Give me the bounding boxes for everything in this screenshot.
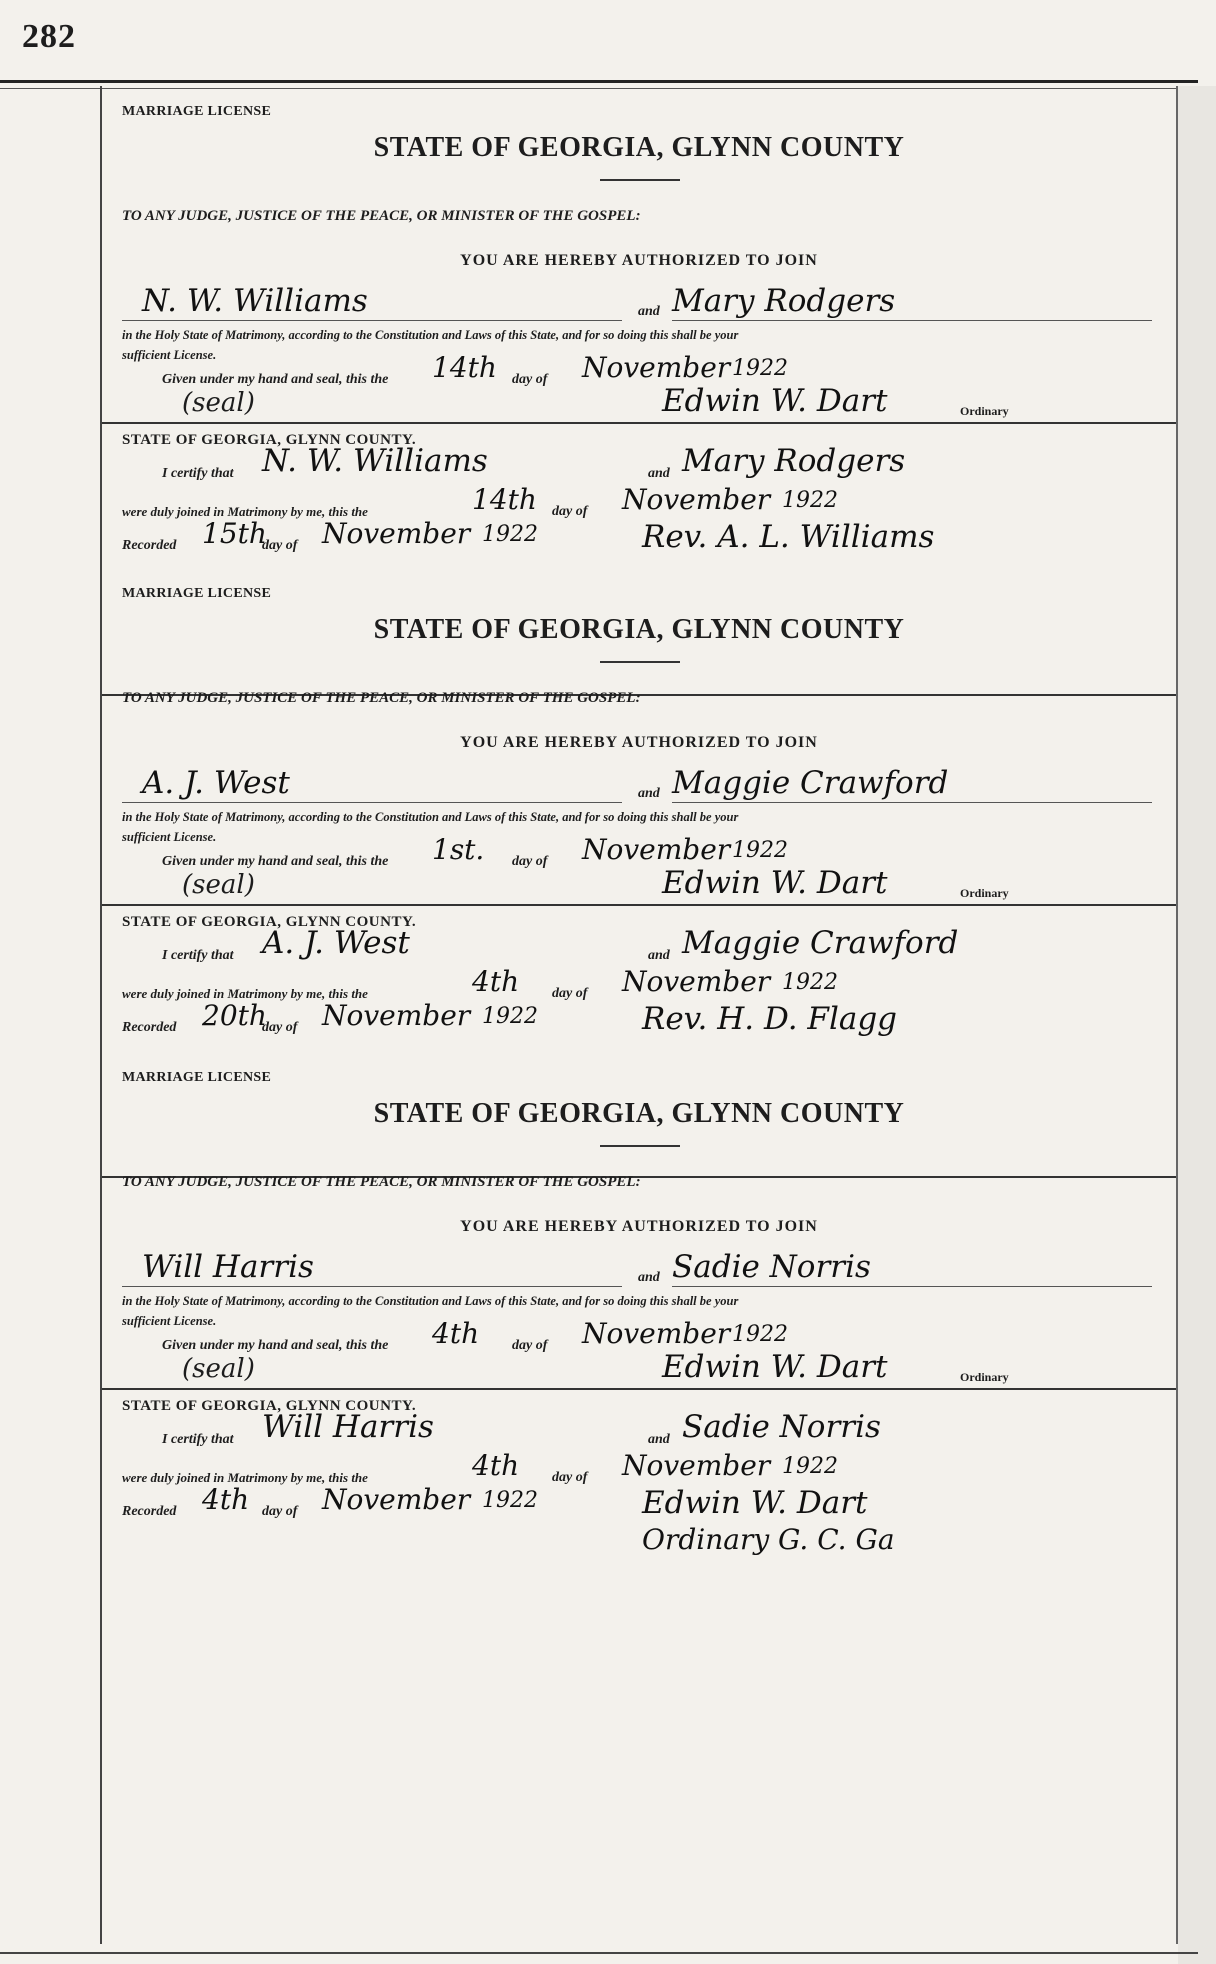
certify-bride: Mary Rodgers bbox=[682, 443, 906, 479]
certify-bride: Maggie Crawford bbox=[682, 925, 959, 961]
groom-name: Will Harris bbox=[142, 1249, 314, 1285]
recorded-month: November bbox=[322, 1483, 471, 1516]
married-month: November bbox=[622, 965, 771, 998]
recorded-day: 20th bbox=[202, 999, 267, 1032]
state-county-label: STATE OF GEORGIA, GLYNN COUNTY. bbox=[122, 432, 417, 448]
title-rule bbox=[600, 179, 680, 181]
section-rule bbox=[102, 1388, 1176, 1390]
license-day: 1st. bbox=[432, 833, 485, 866]
matrimony-text: in the Holy State of Matrimony, according to the Constitution and Laws of this State, and for so doing this shall be your bbox=[122, 1294, 739, 1308]
issuer-signature: Edwin W. Dart bbox=[662, 383, 888, 419]
section-rule bbox=[102, 422, 1176, 424]
form-title: STATE OF GEORGIA, GLYNN COUNTY bbox=[373, 614, 905, 645]
bride-name: Mary Rodgers bbox=[672, 283, 896, 319]
married-day: 14th bbox=[472, 483, 537, 516]
day-of-label: day of bbox=[512, 1338, 548, 1353]
certify-label: I certify that bbox=[162, 948, 234, 963]
recorded-label: Recorded bbox=[122, 1504, 177, 1519]
married-day-of-label: day of bbox=[552, 986, 588, 1001]
married-month: November bbox=[622, 483, 771, 516]
day-of-label: day of bbox=[512, 372, 548, 387]
certify-groom: Will Harris bbox=[262, 1409, 434, 1445]
married-year: 1922 bbox=[782, 970, 838, 995]
issuer-signature: Edwin W. Dart bbox=[662, 865, 888, 901]
title-rule bbox=[600, 661, 680, 663]
authorized-line: YOU ARE HEREBY AUTHORIZED TO JOIN bbox=[460, 1218, 818, 1235]
recorded-day-of-label: day of bbox=[262, 538, 298, 553]
section-rule bbox=[102, 904, 1176, 906]
recorded-day-of-label: day of bbox=[262, 1020, 298, 1035]
header-rule bbox=[0, 80, 1198, 83]
married-day: 4th bbox=[472, 1449, 520, 1482]
duly-joined-label: were duly joined in Matrimony by me, this the bbox=[122, 986, 368, 1001]
license-month: November bbox=[582, 351, 731, 384]
page-number: 282 bbox=[22, 18, 76, 55]
married-day-of-label: day of bbox=[552, 1470, 588, 1485]
certify-and-label: and bbox=[648, 948, 670, 963]
matrimony-text: in the Holy State of Matrimony, according to the Constitution and Laws of this State, and for so doing this shall be your bbox=[122, 328, 739, 342]
bride-line bbox=[672, 1286, 1152, 1287]
given-under-label: Given under my hand and seal, this the bbox=[162, 1338, 389, 1353]
matrimony-text: in the Holy State of Matrimony, according to the Constitution and Laws of this State, and for so doing this shall be your bbox=[122, 810, 739, 824]
given-under-label: Given under my hand and seal, this the bbox=[162, 372, 389, 387]
ordinary-label: Ordinary bbox=[960, 404, 1009, 418]
recorded-day: 15th bbox=[202, 517, 267, 550]
recorded-label: Recorded bbox=[122, 1020, 177, 1035]
and-label: and bbox=[638, 1270, 660, 1285]
facing-page-edge bbox=[1178, 86, 1216, 1964]
recorded-day-of-label: day of bbox=[262, 1504, 298, 1519]
form-title: STATE OF GEORGIA, GLYNN COUNTY bbox=[373, 132, 905, 163]
recorded-month: November bbox=[322, 517, 471, 550]
license-month: November bbox=[582, 1317, 731, 1350]
officiant-signature: Rev. A. L. Williams bbox=[642, 519, 935, 555]
married-month: November bbox=[622, 1449, 771, 1482]
right-margin-line bbox=[1176, 86, 1178, 1944]
groom-line bbox=[122, 802, 622, 803]
given-under-label: Given under my hand and seal, this the bbox=[162, 854, 389, 869]
certify-bride: Sadie Norris bbox=[682, 1409, 881, 1445]
bride-line bbox=[672, 802, 1152, 803]
recorded-year: 1922 bbox=[482, 1488, 538, 1513]
seal-mark: (seal) bbox=[182, 388, 255, 418]
certify-label: I certify that bbox=[162, 466, 234, 481]
groom-line bbox=[122, 320, 622, 321]
recorded-month: November bbox=[322, 999, 471, 1032]
addressee-line: TO ANY JUDGE, JUSTICE OF THE PEACE, OR MINISTER OF THE GOSPEL: bbox=[122, 690, 641, 706]
addressee-line: TO ANY JUDGE, JUSTICE OF THE PEACE, OR MINISTER OF THE GOSPEL: bbox=[122, 208, 641, 224]
and-label: and bbox=[638, 304, 660, 319]
duly-joined-label: were duly joined in Matrimony by me, this the bbox=[122, 504, 368, 519]
and-label: and bbox=[638, 786, 660, 801]
marriage-license-label: MARRIAGE LICENSE bbox=[122, 1070, 272, 1085]
marriage-record-3 bbox=[102, 1058, 1176, 1662]
addressee-line: TO ANY JUDGE, JUSTICE OF THE PEACE, OR MINISTER OF THE GOSPEL: bbox=[122, 1174, 641, 1190]
recorded-day: 4th bbox=[202, 1483, 250, 1516]
ordinary-label: Ordinary bbox=[960, 1370, 1009, 1384]
state-county-label: STATE OF GEORGIA, GLYNN COUNTY. bbox=[122, 914, 417, 930]
groom-name: A. J. West bbox=[142, 765, 290, 801]
issuer-signature: Edwin W. Dart bbox=[662, 1349, 888, 1385]
officiant-title: Ordinary G. C. Ga bbox=[642, 1523, 895, 1556]
day-of-label: day of bbox=[512, 854, 548, 869]
marriage-license-label: MARRIAGE LICENSE bbox=[122, 586, 272, 601]
footer-rule bbox=[0, 1952, 1198, 1954]
license-year: 1922 bbox=[732, 1322, 788, 1347]
certify-label: I certify that bbox=[162, 1432, 234, 1447]
license-month: November bbox=[582, 833, 731, 866]
certify-groom: A. J. West bbox=[262, 925, 410, 961]
license-year: 1922 bbox=[732, 838, 788, 863]
married-day-of-label: day of bbox=[552, 504, 588, 519]
sufficient-license: sufficient License. bbox=[122, 348, 217, 362]
married-year: 1922 bbox=[782, 1454, 838, 1479]
certify-and-label: and bbox=[648, 1432, 670, 1447]
authorized-line: YOU ARE HEREBY AUTHORIZED TO JOIN bbox=[460, 252, 818, 269]
married-year: 1922 bbox=[782, 488, 838, 513]
header-rule-thin bbox=[0, 88, 1198, 89]
recorded-year: 1922 bbox=[482, 1004, 538, 1029]
recorded-label: Recorded bbox=[122, 538, 177, 553]
certify-groom: N. W. Williams bbox=[262, 443, 488, 479]
certify-and-label: and bbox=[648, 466, 670, 481]
license-year: 1922 bbox=[732, 356, 788, 381]
bride-name: Maggie Crawford bbox=[672, 765, 949, 801]
sufficient-license: sufficient License. bbox=[122, 1314, 217, 1328]
seal-mark: (seal) bbox=[182, 1354, 255, 1384]
groom-line bbox=[122, 1286, 622, 1287]
married-day: 4th bbox=[472, 965, 520, 998]
form-title: STATE OF GEORGIA, GLYNN COUNTY bbox=[373, 1098, 905, 1129]
license-day: 4th bbox=[432, 1317, 480, 1350]
marriage-license-label: MARRIAGE LICENSE bbox=[122, 104, 272, 119]
duly-joined-label: were duly joined in Matrimony by me, this the bbox=[122, 1470, 368, 1485]
bride-name: Sadie Norris bbox=[672, 1249, 871, 1285]
recorded-year: 1922 bbox=[482, 522, 538, 547]
license-day: 14th bbox=[432, 351, 497, 384]
groom-name: N. W. Williams bbox=[142, 283, 368, 319]
seal-mark: (seal) bbox=[182, 870, 255, 900]
authorized-line: YOU ARE HEREBY AUTHORIZED TO JOIN bbox=[460, 734, 818, 751]
officiant-signature: Edwin W. Dart bbox=[642, 1485, 868, 1521]
sufficient-license: sufficient License. bbox=[122, 830, 217, 844]
state-county-label: STATE OF GEORGIA, GLYNN COUNTY. bbox=[122, 1398, 417, 1414]
ordinary-label: Ordinary bbox=[960, 886, 1009, 900]
title-rule bbox=[600, 1145, 680, 1147]
bride-line bbox=[672, 320, 1152, 321]
officiant-signature: Rev. H. D. Flagg bbox=[642, 1001, 898, 1037]
